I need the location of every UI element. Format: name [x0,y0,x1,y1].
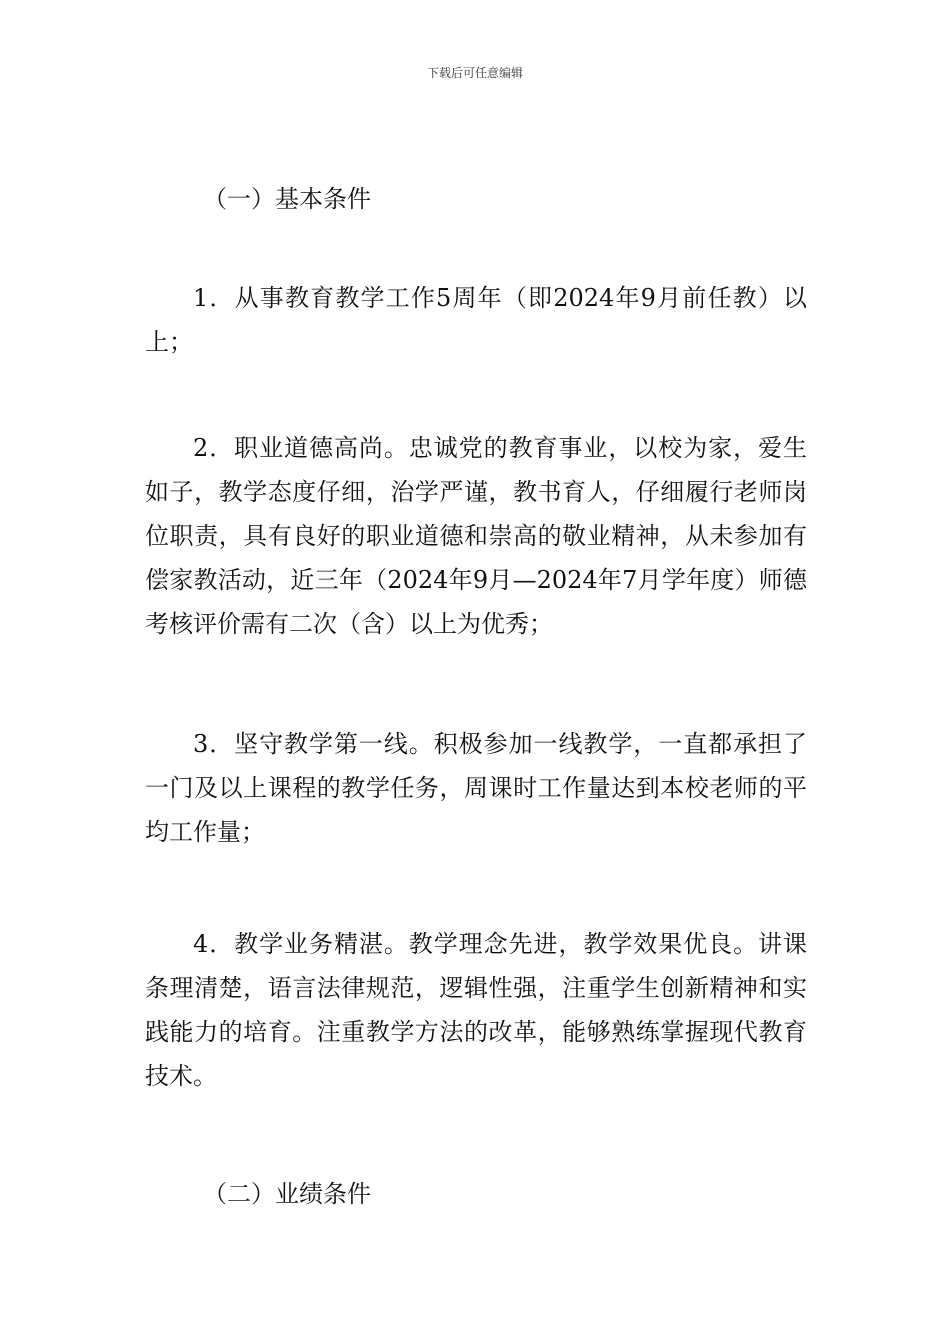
paragraph-item-1: 1．从事教育教学工作5周年（即2024年9月前任教）以上； [145,284,807,356]
paragraph-item-3: 3．坚守教学第一线。积极参加一线教学，一直都承担了一门及以上课程的教学任务，周课时工作量达到本校老师的平均工作量； [145,730,807,846]
paragraph-item-4: 4．教学业务精湛。教学理念先进，教学效果优良。讲课条理清楚，语言法律规范，逻辑性强，注重学生创新精神和实践能力的培育。注重教学方法的改革，能够熟练掌握现代教育技术。 [145,930,807,1090]
paragraph-item-2: 2．职业道德高尚。忠诚党的教育事业，以校为家，爱生如子，教学态度仔细，治学严谨，教书育人，仔细履行老师岗位职责，具有良好的职业道德和崇高的敬业精神，从未参加有偿家教活动，近三年（2024年9月—2024年7月学年度）师德考核评价需有二次（含）以上为优秀； [145,434,807,638]
page-header-note: 下载后可任意编辑 [426,66,523,80]
section-heading-basic-conditions: （一）基本条件 [203,185,371,213]
section-heading-performance-conditions: （二）业绩条件 [203,1180,371,1208]
